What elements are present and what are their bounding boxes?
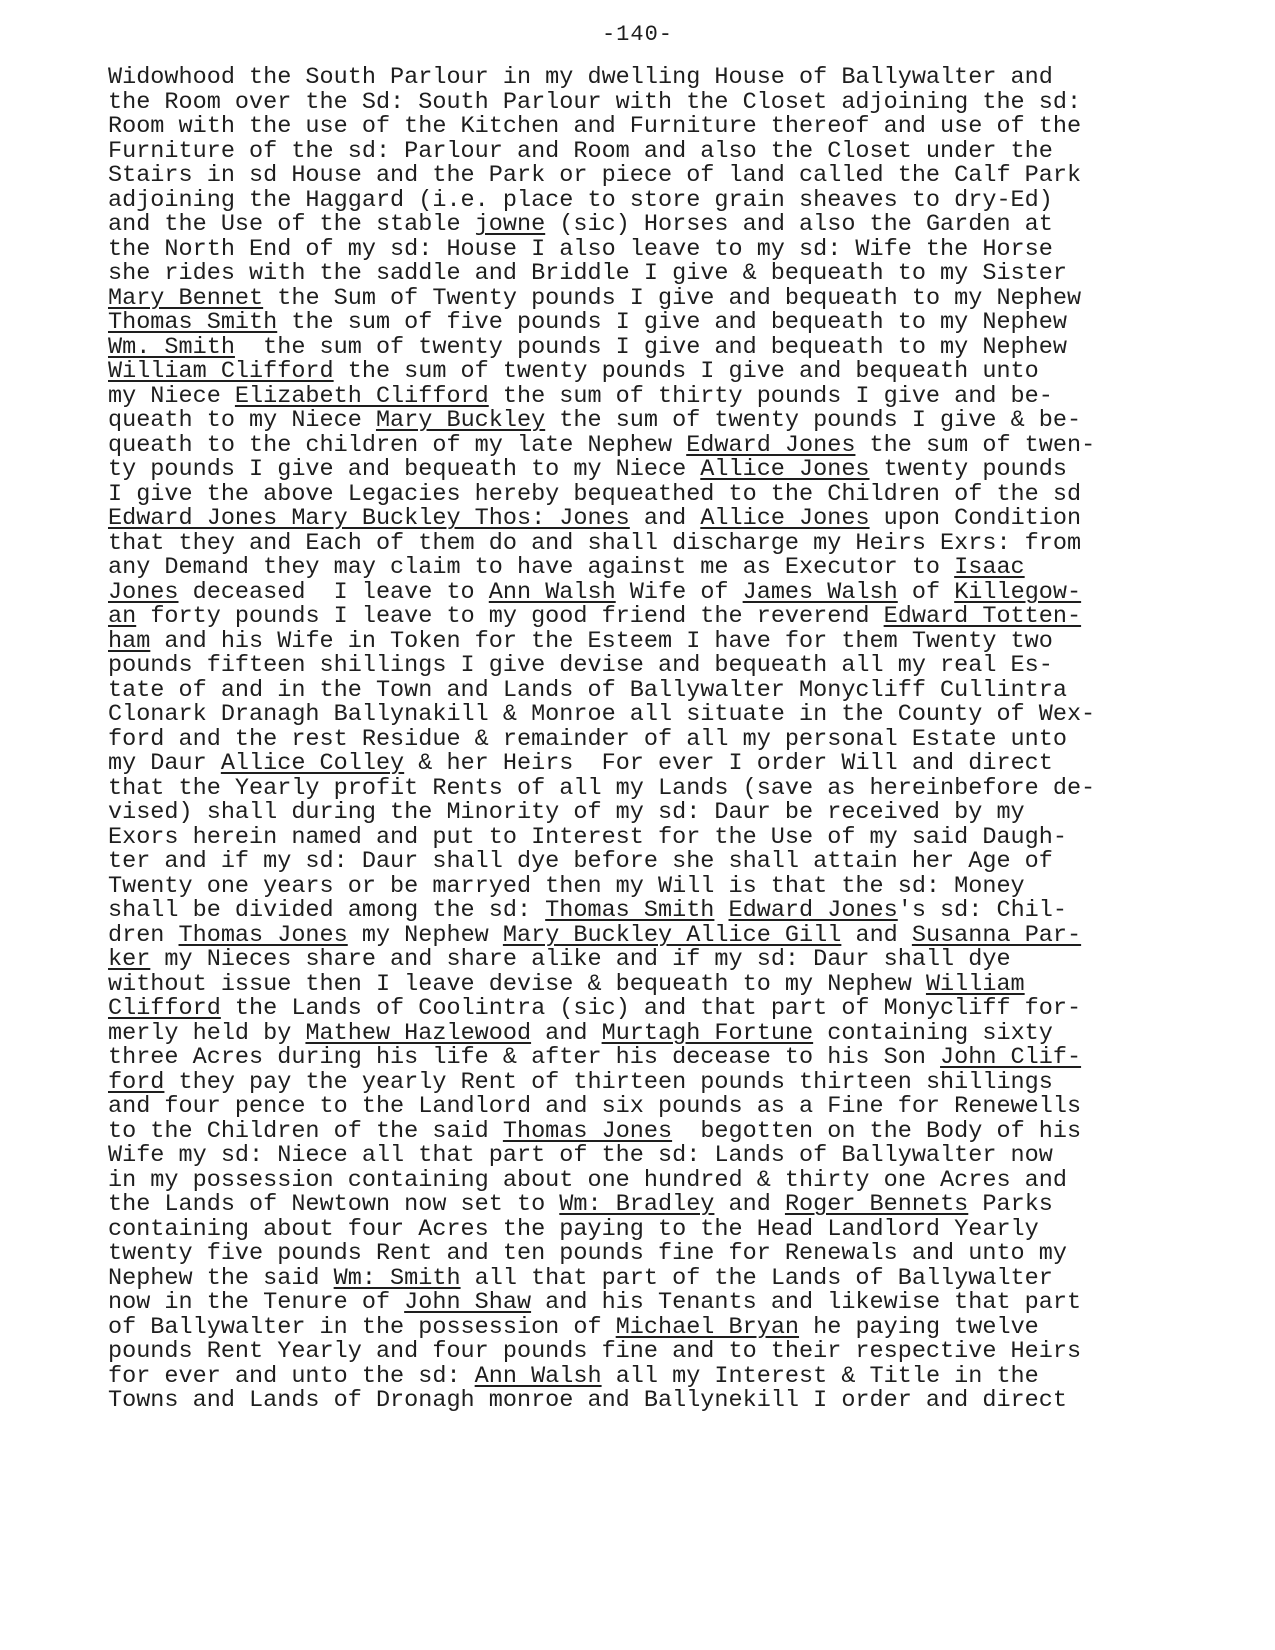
text-run: shall be divided among the sd: xyxy=(108,897,546,924)
text-run: that they and Each of them do and shall discharge my Heirs Exrs: from xyxy=(108,529,1082,557)
text-run: dren xyxy=(108,921,179,949)
text-run: without issue then I leave devise & bequeath to my Nephew xyxy=(108,970,926,998)
text-run: Clonark Dranagh Ballynakill & Monroe all situate in the County of Wex- xyxy=(108,701,1096,728)
will-transcript-body xyxy=(108,66,1248,1414)
text-line xyxy=(108,137,1248,165)
underlined-name: Susanna Par- xyxy=(911,921,1082,949)
underlined-name: Edward Jones xyxy=(728,897,898,924)
text-line xyxy=(108,458,1248,483)
text-run: of xyxy=(897,578,955,606)
text-run: that the Yearly profit Rents of all my Lands (save as hereinbefore de- xyxy=(108,774,1096,802)
text-line xyxy=(108,1242,1248,1267)
text-run: in my possession containing about one hundred & thirty one Acres and xyxy=(108,1166,1067,1194)
text-line xyxy=(108,262,1248,287)
text-run: Twenty one years or be marryed then my Will is that the sd: Money xyxy=(108,872,1025,900)
text-line xyxy=(108,654,1248,679)
text-line xyxy=(108,1340,1248,1365)
text-run: he paying twelve xyxy=(799,1313,1039,1341)
underlined-name: Michael Bryan xyxy=(615,1313,800,1341)
text-run: for ever and unto the sd: xyxy=(108,1362,475,1390)
text-run: the sum of twenty pounds I give & be- xyxy=(545,407,1082,434)
text-line xyxy=(108,872,1248,900)
text-run: the Sum of Twenty pounds I give and bequeath to my Nephew xyxy=(263,284,1082,312)
text-run: vised) shall during the Minority of my sd: Daur be received by my xyxy=(108,799,1025,826)
text-run: my Nieces share and share alike and if my sd: Daur shall dye xyxy=(150,946,1011,973)
underlined-name: Roger Bennets xyxy=(784,1191,969,1218)
text-run: pounds fifteen shillings I give devise and bequeath all my real Es- xyxy=(108,652,1053,679)
text-line xyxy=(108,284,1248,312)
text-line xyxy=(108,1095,1248,1120)
text-line xyxy=(108,703,1248,728)
text-run: and xyxy=(714,1191,785,1218)
text-run: Exors herein named and put to Interest for the Use of my said Daugh- xyxy=(108,823,1067,851)
text-run: all my Interest & Title in the xyxy=(601,1362,1039,1390)
underlined-name: ham xyxy=(108,627,151,655)
underlined-name: Allice Jones xyxy=(700,456,870,483)
underlined-name: William Clifford xyxy=(108,358,334,385)
underlined-name: James Walsh xyxy=(742,578,898,606)
underlined-name: Thomas Smith xyxy=(108,309,278,336)
underlined-name: Elizabeth Clifford xyxy=(234,382,489,410)
underlined-name: Thomas Jones xyxy=(178,921,348,949)
underlined-name: Murtagh Fortune xyxy=(601,1019,814,1047)
text-run: ford and the rest Residue & remainder of all my personal Estate unto xyxy=(108,725,1067,753)
text-run: Room with the use of the Kitchen and Furniture thereof and use of the xyxy=(108,113,1082,140)
underlined-name: Allice Jones xyxy=(700,505,870,532)
text-run: and xyxy=(629,505,701,532)
text-line xyxy=(108,578,1248,606)
underlined-name: Clifford xyxy=(108,995,221,1022)
text-line xyxy=(108,1068,1248,1096)
text-run: pounds Rent Yearly and four pounds fine and to their respective Heirs xyxy=(108,1338,1082,1365)
text-line xyxy=(108,1193,1248,1218)
text-line xyxy=(108,431,1248,459)
text-run: Parks xyxy=(968,1191,1053,1218)
text-line xyxy=(108,164,1248,189)
text-line xyxy=(108,899,1248,924)
text-run: queath to the children of my late Nephew xyxy=(108,431,687,459)
text-line xyxy=(108,605,1248,630)
text-line xyxy=(108,529,1248,557)
text-run: my Nephew xyxy=(347,921,503,949)
text-run: and xyxy=(841,921,912,949)
text-line xyxy=(108,850,1248,875)
text-line xyxy=(108,997,1248,1022)
underlined-name: jowne xyxy=(474,211,546,238)
text-run: my Daur xyxy=(108,750,221,777)
text-line xyxy=(108,801,1248,826)
text-run: the sum of twenty pounds I give and bequeath to my Nephew xyxy=(234,333,1067,361)
text-run: Stairs in sd House and the Park or piece of land called the Calf Park xyxy=(108,162,1082,189)
text-line xyxy=(108,66,1248,91)
text-run: the Room over the Sd: South Parlour with the Closet adjoining the sd: xyxy=(108,88,1082,116)
underlined-name: Thomas Smith xyxy=(545,897,715,924)
text-run: Wife my sd: Niece all that part of the sd: Lands of Ballywalter now xyxy=(108,1142,1053,1169)
text-run: containing sixty xyxy=(813,1019,1053,1047)
text-run: the Lands of Coolintra (sic) and that part of Monycliff for- xyxy=(220,995,1082,1022)
underlined-name: Jones xyxy=(108,578,179,606)
text-run: and xyxy=(531,1019,602,1047)
text-run: adjoining the Haggard (i.e. place to store grain sheaves to dry-Ed) xyxy=(108,186,1053,214)
underlined-name: ker xyxy=(108,946,151,973)
text-line xyxy=(108,1046,1248,1071)
underlined-name: Mary Buckley xyxy=(375,407,546,434)
underlined-name: Allice Colley xyxy=(220,750,405,777)
underlined-name: John Shaw xyxy=(404,1289,532,1316)
text-line xyxy=(108,948,1248,973)
text-run: to the Children of the said xyxy=(108,1117,503,1145)
text-run: the Lands of Newtown now set to xyxy=(108,1191,560,1218)
text-line xyxy=(108,1144,1248,1169)
page-number: -140- xyxy=(601,22,673,47)
text-line xyxy=(108,1362,1248,1390)
text-line xyxy=(108,382,1248,410)
text-run xyxy=(714,897,728,924)
text-run: they pay the yearly Rent of thirteen pounds thirteen shillings xyxy=(164,1068,1053,1096)
text-run: Wife of xyxy=(615,578,743,606)
text-run: Towns and Lands of Dronagh monroe and Ballynekill I order and direct xyxy=(108,1387,1067,1414)
underlined-name: Thomas Jones xyxy=(502,1117,673,1145)
text-run: containing about four Acres the paying to the Head Landlord Yearly xyxy=(108,1215,1039,1243)
text-line xyxy=(108,480,1248,508)
text-line xyxy=(108,88,1248,116)
underlined-name: Edward Jones Mary Buckley Thos: Jones xyxy=(108,505,630,532)
text-line xyxy=(108,676,1248,704)
text-line xyxy=(108,1117,1248,1145)
text-run: three Acres during his life & after his decease to his Son xyxy=(108,1044,941,1071)
text-line xyxy=(108,235,1248,263)
text-run: my Niece xyxy=(108,382,235,410)
text-run: forty pounds I leave to my good friend the reverend xyxy=(136,603,884,630)
text-line xyxy=(108,921,1248,949)
underlined-name: Mary Buckley Allice Gill xyxy=(502,921,842,949)
text-run: queath to my Niece xyxy=(108,407,376,434)
text-line xyxy=(108,774,1248,802)
text-run: the sum of five pounds I give and bequeath to my Nephew xyxy=(277,309,1067,336)
text-run: deceased I leave to xyxy=(178,578,489,606)
text-line xyxy=(108,823,1248,851)
text-run: now in the Tenure of xyxy=(108,1289,405,1316)
underlined-name: Killegow- xyxy=(954,578,1082,606)
text-run: merly held by xyxy=(108,1019,306,1047)
text-line xyxy=(108,1019,1248,1047)
text-run: 's sd: Chil- xyxy=(897,897,1067,924)
text-line xyxy=(108,1313,1248,1341)
text-line xyxy=(108,1291,1248,1316)
text-line xyxy=(108,115,1248,140)
text-run: and his Tenants and likewise that part xyxy=(531,1289,1082,1316)
text-run: Nephew the said xyxy=(108,1264,334,1292)
text-line xyxy=(108,1389,1248,1414)
underlined-name: Ann Walsh xyxy=(474,1362,602,1390)
text-run: Furniture of the sd: Parlour and Room and also the Closet under the xyxy=(108,137,1053,165)
underlined-name: Edward Jones xyxy=(686,431,856,459)
underlined-name: Mary Bennet xyxy=(108,284,264,312)
text-run: the sum of twen- xyxy=(855,431,1096,459)
underlined-name: John Clif- xyxy=(940,1044,1082,1071)
text-line xyxy=(108,186,1248,214)
text-line xyxy=(108,752,1248,777)
text-line xyxy=(108,556,1248,581)
underlined-name: an xyxy=(108,603,137,630)
text-run: (sic) Horses and also the Garden at xyxy=(545,211,1053,238)
text-run: the sum of twenty pounds I give and bequeath unto xyxy=(333,358,1039,385)
text-line xyxy=(108,360,1248,385)
text-line xyxy=(108,725,1248,753)
underlined-name: Ann Walsh xyxy=(488,578,616,606)
text-line xyxy=(108,1215,1248,1243)
text-run: all that part of the Lands of Ballywalter xyxy=(460,1264,1053,1292)
text-run: & her Heirs For ever I order Will and direct xyxy=(404,750,1053,777)
text-run: any Demand they may claim to have against me as Executor to xyxy=(108,554,955,581)
text-run: ter and if my sd: Daur shall dye before she shall attain her Age of xyxy=(108,848,1053,875)
text-run: upon Condition xyxy=(869,505,1082,532)
text-run: ty pounds I give and bequeath to my Niece xyxy=(108,456,701,483)
underlined-name: Isaac xyxy=(954,554,1025,581)
text-line xyxy=(108,1264,1248,1292)
text-run: twenty pounds xyxy=(869,456,1067,483)
underlined-name: Wm: Bradley xyxy=(559,1191,715,1218)
text-run: the sum of thirty pounds I give and be- xyxy=(488,382,1053,410)
text-run: and four pence to the Landlord and six pounds as a Fine for Renewells xyxy=(108,1093,1082,1120)
text-run: and his Wife in Token for the Esteem I have for them Twenty two xyxy=(150,627,1053,655)
text-run: she rides with the saddle and Briddle I give & bequeath to my Sister xyxy=(108,260,1067,287)
underlined-name: Mathew Hazlewood xyxy=(305,1019,532,1047)
text-line xyxy=(108,970,1248,998)
underlined-name: Wm. Smith xyxy=(108,333,235,361)
text-line xyxy=(108,1166,1248,1194)
text-run: Widowhood the South Parlour in my dwelling House of Ballywalter and xyxy=(108,64,1053,91)
text-line xyxy=(108,627,1248,655)
text-run: twenty five pounds Rent and ten pounds fine for Renewals and unto my xyxy=(108,1240,1067,1267)
text-run: of Ballywalter in the possession of xyxy=(108,1313,616,1341)
text-run: I give the above Legacies hereby bequeathed to the Children of the sd xyxy=(108,480,1082,508)
text-line xyxy=(108,409,1248,434)
underlined-name: Edward Totten- xyxy=(883,603,1082,630)
text-line xyxy=(108,507,1248,532)
text-run: begotten on the Body of his xyxy=(672,1117,1082,1145)
text-line xyxy=(108,333,1248,361)
text-line xyxy=(108,311,1248,336)
underlined-name: William xyxy=(925,970,1025,998)
text-run: the North End of my sd: House I also leave to my sd: Wife the Horse xyxy=(108,235,1053,263)
text-run: tate of and in the Town and Lands of Ballywalter Monycliff Cullintra xyxy=(108,676,1067,704)
text-run: and the Use of the stable xyxy=(108,211,475,238)
underlined-name: Wm: Smith xyxy=(333,1264,461,1292)
underlined-name: ford xyxy=(108,1068,165,1096)
text-line xyxy=(108,213,1248,238)
